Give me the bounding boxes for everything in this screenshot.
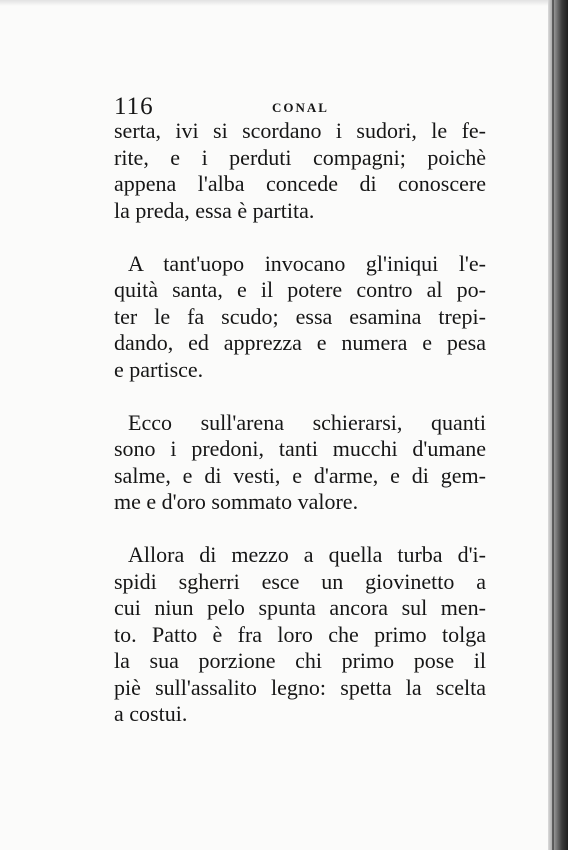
text-line: la preda, essa è partita.	[114, 197, 315, 223]
text-line: sono i predoni, tanti mucchi d'umane	[114, 436, 486, 461]
paragraph-gap	[114, 383, 486, 410]
text-line: Ecco sull'arena schierarsi, quanti	[128, 409, 486, 435]
paragraph-gap	[114, 516, 486, 543]
text-line: piè sull'assalito legno: spetta la scelta	[114, 674, 486, 700]
text-line: appena l'alba concede di conoscere	[114, 171, 486, 196]
paragraph-3	[114, 410, 486, 516]
text-line: me e d'oro sommato valore.	[114, 489, 359, 514]
text-line: salme, e di vesti, e d'arme, e di gem-	[114, 462, 486, 488]
text-line: cui niun pelo spunta ancora sul men-	[114, 595, 486, 620]
text-line: serta, ivi si scordano i sudori, le fe-	[114, 118, 486, 143]
text-line: Allora di mezzo a quella turba d'i-	[128, 542, 486, 567]
text-line: rite, e i perduti compagni; poichè	[114, 144, 486, 170]
text-line: la sua porzione chi primo pose il	[114, 648, 486, 673]
text-line: e partisce.	[114, 356, 204, 382]
page-number: 116	[114, 93, 154, 120]
page-edge-line	[552, 0, 554, 850]
text-line: dando, ed apprezza e numera e pesa	[114, 330, 486, 355]
text-line: quità santa, e il potere contro al po-	[114, 277, 486, 302]
book-spine-shadow	[548, 0, 568, 850]
page-top-edge	[0, 0, 548, 6]
paragraph-gap	[114, 224, 486, 251]
paragraph-2	[114, 251, 486, 384]
text-line: to. Patto è fra loro che primo tolga	[114, 621, 486, 647]
running-title: CONAL	[272, 100, 329, 115]
body-text	[114, 118, 486, 728]
text-line: spidi sgherri esce un giovinetto a	[114, 568, 486, 594]
text-line: ter le fa scudo; essa esamina trepi-	[114, 303, 486, 329]
paragraph-1	[114, 118, 486, 224]
text-line: A tant'uopo invocano gl'iniqui l'e-	[128, 250, 486, 276]
text-line: a costui.	[114, 701, 188, 726]
paragraph-4	[114, 542, 486, 728]
